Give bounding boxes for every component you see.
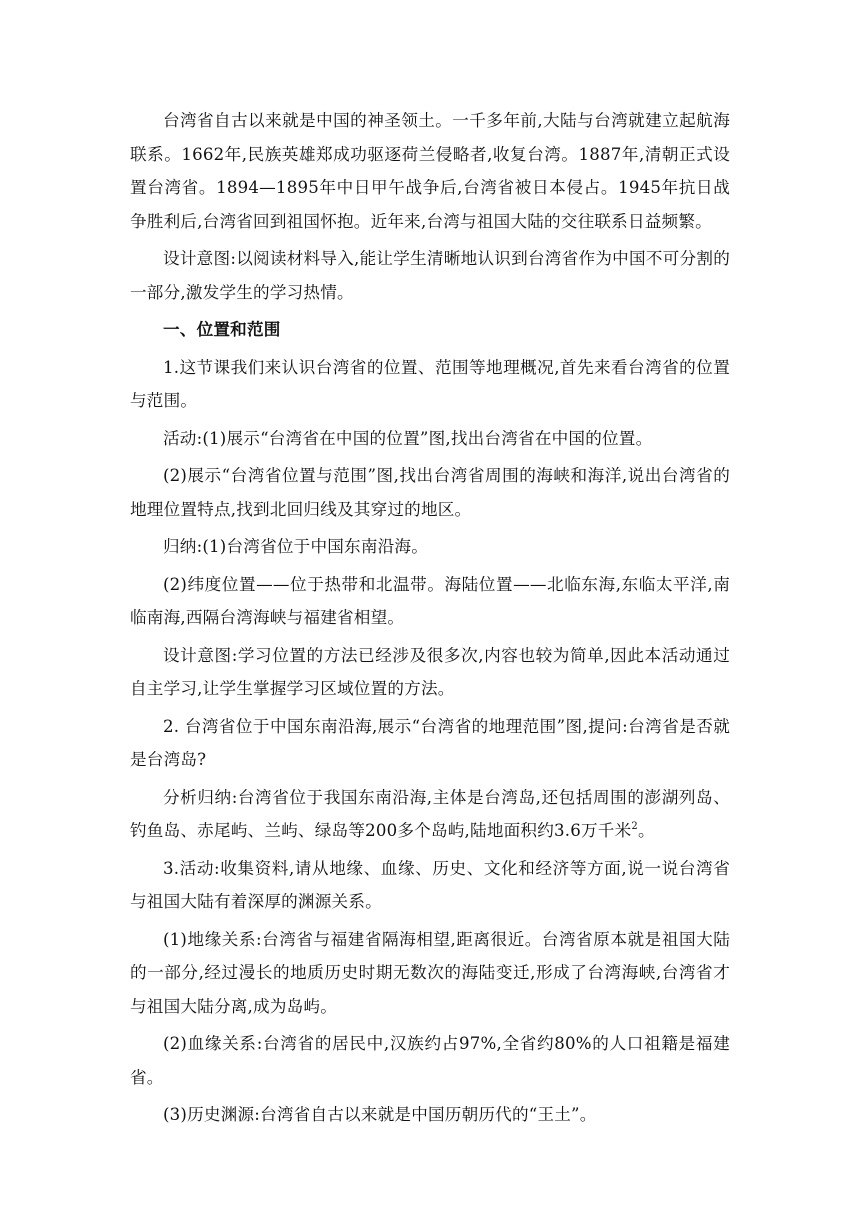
paragraph-taiwan-history: 台湾省自古以来就是中国的神圣领土。一千多年前,大陆与台湾就建立起航海联系。1662年,民族英雄郑成功驱逐荷兰侵略者,收复台湾。1887年,清朝正式设置台湾省。1894—1895年中日甲午战争后,台湾省被日本侵占。1945年抗日战争胜利后,台湾省回到祖国怀抱。近年来,台湾与祖国大陆的交往联系日益频繁。 bbox=[130, 111, 730, 231]
document-body bbox=[130, 104, 730, 1136]
paragraph-summary-2: (2)纬度位置——位于热带和北温带。海陆位置——北临东海,东临太平洋,南临南海,西隔台湾海峡与福建省相望。 bbox=[130, 574, 730, 627]
paragraph-summary-1: 归纳:(1)台湾省位于中国东南沿海。 bbox=[163, 537, 429, 556]
area-superscript: 2 bbox=[631, 821, 638, 832]
paragraph-intro-location: 1.这节课我们来认识台湾省的位置、范围等地理概况,首先来看台湾省的位置与范围。 bbox=[130, 357, 730, 410]
area-text: 分析归纳:台湾省位于我国东南沿海,主体是台湾岛,还包括周围的澎湖列岛、钓鱼岛、赤尾屿、兰屿、绿岛等200多个岛屿,陆地面积约3.6万千米 bbox=[130, 787, 730, 840]
paragraph-blood-relation: (2)血缘关系:台湾省的居民中,汉族约占97%,全省约80%的人口祖籍是福建省。 bbox=[130, 1034, 730, 1087]
paragraph-history-origin: (3)历史渊源:台湾省自古以来就是中国历朝历代的“王土”。 bbox=[163, 1105, 597, 1124]
paragraph-analysis-area bbox=[130, 781, 730, 848]
paragraph-geographic-relation: (1)地缘关系:台湾省与福建省隔海相望,距离很近。台湾省原本就是祖国大陆的一部分,经过漫长的地质历史时期无数次的海陆变迁,形成了台湾海峡,台湾省才与祖国大陆分离,成为岛屿。 bbox=[130, 929, 730, 1016]
paragraph-activity-3: 3.活动:收集资料,请从地缘、血缘、历史、文化和经济等方面,说一说台湾省与祖国大陆有着深厚的渊源关系。 bbox=[130, 858, 730, 911]
area-end-punct: 。 bbox=[637, 821, 655, 840]
paragraph-design-intent-1: 设计意图:以阅读材料导入,能让学生清晰地认识到台湾省作为中国不可分割的一部分,激发学生的学习热情。 bbox=[130, 249, 730, 302]
paragraph-activity-2: (2)展示“台湾省位置与范围”图,找出台湾省周围的海峡和海洋,说出台湾省的地理位置特点,找到北回归线及其穿过的地区。 bbox=[130, 466, 730, 519]
paragraph-question-range: 2. 台湾省位于中国东南沿海,展示“台湾省的地理范围”图,提问:台湾省是否就是台湾岛? bbox=[130, 716, 730, 769]
section-heading-location: 一、位置和范围 bbox=[163, 320, 281, 339]
paragraph-design-intent-2: 设计意图:学习位置的方法已经涉及很多次,内容也较为简单,因此本活动通过自主学习,让学生掌握学习区域位置的方法。 bbox=[130, 645, 730, 698]
paragraph-activity-1: 活动:(1)展示“台湾省在中国的位置”图,找出台湾省在中国的位置。 bbox=[163, 428, 653, 448]
